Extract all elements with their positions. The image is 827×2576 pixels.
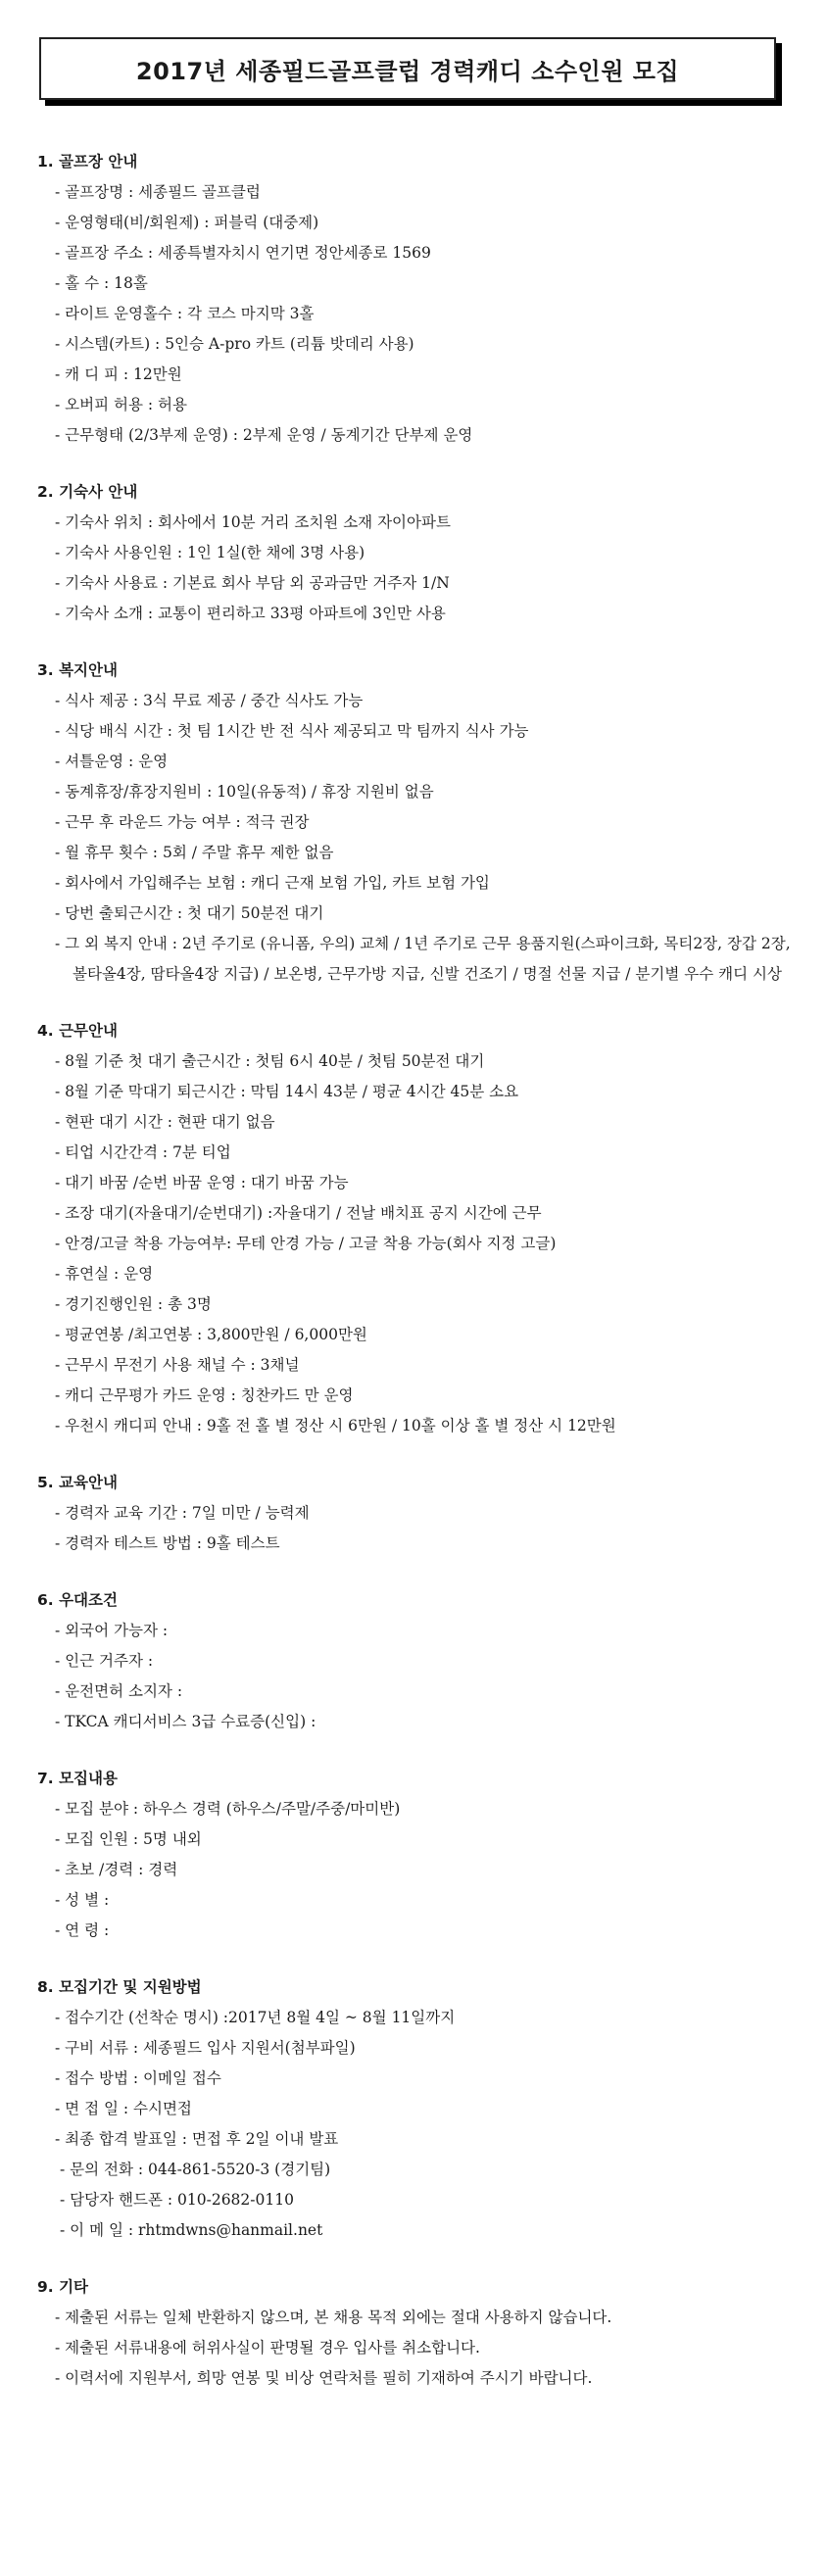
section-title: 4. 근무안내	[37, 1022, 118, 1040]
list-item: - 근무형태 (2/3부제 운영) : 2부제 운영 / 동계기간 단부제 운영	[55, 426, 473, 444]
list-item: - 오버피 허용 : 허용	[55, 396, 187, 413]
item-list	[37, 1794, 802, 1946]
list-item: - 셔틀운영 : 운영	[55, 753, 169, 770]
list-item: - 월 휴무 횟수 : 5회 / 주말 휴무 제한 없음	[55, 844, 334, 861]
list-item: - 캐 디 피 : 12만원	[55, 365, 182, 383]
title-box	[39, 37, 776, 100]
list-item: - 구비 서류 : 세종필드 입사 지원서(첨부파일)	[55, 2039, 356, 2057]
list-item: - 홀 수 : 18홀	[55, 274, 148, 292]
page-title: 2017년 세종필드골프클럽 경력캐디 소수인원 모집	[135, 57, 680, 85]
list-item: - 캐디 근무평가 카드 운영 : 칭찬카드 만 운영	[55, 1386, 354, 1404]
list-item: - 초보 /경력 : 경력	[55, 1861, 178, 1878]
list-item: - 평균연봉 /최고연봉 : 3,800만원 / 6,000만원	[55, 1326, 367, 1343]
section-title: 2. 기숙사 안내	[37, 483, 138, 501]
list-item: - 이력서에 지원부서, 희망 연봉 및 비상 연락처를 필히 기재하여 주시기 바랍니다.	[55, 2369, 593, 2387]
section-title: 6. 우대조건	[37, 1591, 118, 1609]
section-training-info	[37, 1468, 802, 1559]
contact-mobile: - 담당자 핸드폰 : 010-2682-0110	[60, 2191, 294, 2209]
item-list	[37, 177, 802, 451]
item-list	[37, 686, 802, 990]
list-item: - 8월 기준 막대기 퇴근시간 : 막팀 14시 43분 / 평균 4시간 45분 소요	[55, 1083, 519, 1100]
section-title: 5. 교육안내	[37, 1474, 118, 1491]
list-item: - 회사에서 가입해주는 보험 : 캐디 근재 보험 가입, 카트 보험 가입	[55, 874, 490, 892]
list-item: - 라이트 운영홀수 : 각 코스 마지막 3홀	[55, 305, 315, 322]
list-item: - 접수 방법 : 이메일 접수	[55, 2069, 221, 2087]
list-item: - 제출된 서류내용에 허위사실이 판명될 경우 입사를 취소합니다.	[55, 2339, 480, 2357]
section-title: 9. 기타	[37, 2278, 89, 2296]
list-item: - 최종 합격 발표일 : 면접 후 2일 이내 발표	[55, 2130, 339, 2148]
list-item: - 근무시 무전기 사용 채널 수 : 3채널	[55, 1356, 300, 1374]
section-application-method	[37, 1972, 802, 2246]
list-item: - 골프장 주소 : 세종특별자치시 연기면 정안세종로 1569	[55, 244, 431, 262]
item-list	[37, 2003, 802, 2246]
document-body	[37, 147, 802, 2420]
section-title: 7. 모집내용	[37, 1770, 118, 1787]
item-list	[37, 508, 802, 629]
list-item: - 제출된 서류는 일체 반환하지 않으며, 본 채용 목적 외에는 절대 사용하지 않습니다.	[55, 2309, 612, 2326]
item-list	[37, 1046, 802, 1441]
list-item: - 대기 바꿈 /순번 바꿈 운영 : 대기 바꿈 가능	[55, 1174, 349, 1191]
list-item: - 외국어 가능자 :	[55, 1622, 169, 1639]
section-work-info	[37, 1016, 802, 1441]
list-item: - 티업 시간간격 : 7분 티업	[55, 1143, 231, 1161]
list-item: - 기숙사 사용료 : 기본료 회사 부담 외 공과금만 거주자 1/N	[55, 574, 450, 592]
contact-phone: - 문의 전화 : 044-861-5520-3 (경기팀)	[60, 2161, 331, 2178]
list-item: - 면 접 일 : 수시면접	[55, 2100, 192, 2117]
list-item: - 현판 대기 시간 : 현판 대기 없음	[55, 1113, 275, 1131]
list-item: - 근무 후 라운드 가능 여부 : 적극 권장	[55, 813, 310, 831]
list-item: - 기숙사 소개 : 교통이 편리하고 33평 아파트에 3인만 사용	[55, 605, 446, 622]
list-item: - 식당 배식 시간 : 첫 팀 1시간 반 전 식사 제공되고 막 팀까지 식사 가능	[55, 722, 529, 740]
section-title: 1. 골프장 안내	[37, 153, 138, 170]
list-item: - 조장 대기(자율대기/순번대기) :자율대기 / 전날 배치표 공지 시간에 근무	[55, 1204, 542, 1222]
list-item: - 동계휴장/휴장지원비 : 10일(유동적) / 휴장 지원비 없음	[55, 783, 434, 801]
list-item: - 기숙사 위치 : 회사에서 10분 거리 조치원 소재 자이아파트	[55, 513, 451, 531]
section-title: 3. 복지안내	[37, 661, 118, 679]
item-list	[37, 1616, 802, 1737]
item-list	[37, 2303, 802, 2394]
contact-email: - 이 메 일 : rhtmdwns@hanmail.net	[60, 2221, 323, 2239]
list-item: - 골프장명 : 세종필드 골프클럽	[55, 183, 261, 201]
list-item: - 휴연실 : 운영	[55, 1265, 154, 1283]
list-item: - 식사 제공 : 3식 무료 제공 / 중간 식사도 가능	[55, 692, 364, 709]
section-golf-course-info	[37, 147, 802, 451]
list-item: - 그 외 복지 안내 : 2년 주기로 (유니폼, 우의) 교체 / 1년 주기로 근무 용품지원(스파이크화, 목티2장, 장갑 2장, 볼타올4장, 땀타올4장 지급) / 보온병, 근무가방 지급, 신발 건조기 / 명절 선물 지급 / 분기별 우수 캐디 시상	[55, 935, 791, 983]
list-item: - 모집 분야 : 하우스 경력 (하우스/주말/주중/마미반)	[55, 1800, 401, 1818]
list-item: - 우천시 캐디피 안내 : 9홀 전 홀 별 정산 시 6만원 / 10홀 이상 홀 별 정산 시 12만원	[55, 1417, 616, 1434]
list-item: - 안경/고글 착용 가능여부: 무테 안경 가능 / 고글 착용 가능(회사 지정 고글)	[55, 1235, 557, 1252]
list-item: - 인근 거주자 :	[55, 1652, 154, 1670]
list-item: - 시스템(카트) : 5인승 A-pro 카트 (리튬 밧데리 사용)	[55, 335, 414, 353]
list-item: - 당번 출퇴근시간 : 첫 대기 50분전 대기	[55, 904, 324, 922]
list-item: - 경력자 테스트 방법 : 9홀 테스트	[55, 1534, 280, 1552]
list-item: - 운영형태(비/회원제) : 퍼블릭 (대중제)	[55, 214, 319, 231]
list-item: - 8월 기준 첫 대기 출근시간 : 첫팀 6시 40분 / 첫팀 50분전 대기	[55, 1052, 485, 1070]
section-dormitory-info	[37, 477, 802, 629]
list-item: - 모집 인원 : 5명 내외	[55, 1830, 202, 1848]
section-welfare-info	[37, 656, 802, 990]
section-title: 8. 모집기간 및 지원방법	[37, 1978, 202, 1996]
section-other	[37, 2272, 802, 2394]
list-item: - 경력자 교육 기간 : 7일 미만 / 능력제	[55, 1504, 310, 1522]
list-item: - 운전면허 소지자 :	[55, 1682, 183, 1700]
list-item: - 성 별 :	[55, 1891, 110, 1909]
item-list	[37, 1498, 802, 1559]
list-item: - TKCA 캐디서비스 3급 수료증(신입) :	[55, 1713, 316, 1730]
list-item: - 접수기간 (선착순 명시) :2017년 8월 4일 ~ 8월 11일까지	[55, 2009, 456, 2026]
section-recruitment-details	[37, 1764, 802, 1946]
list-item: - 기숙사 사용인원 : 1인 1실(한 채에 3명 사용)	[55, 544, 365, 561]
section-preferred-conditions	[37, 1585, 802, 1737]
list-item: - 경기진행인원 : 총 3명	[55, 1295, 212, 1313]
list-item: - 연 령 :	[55, 1921, 110, 1939]
